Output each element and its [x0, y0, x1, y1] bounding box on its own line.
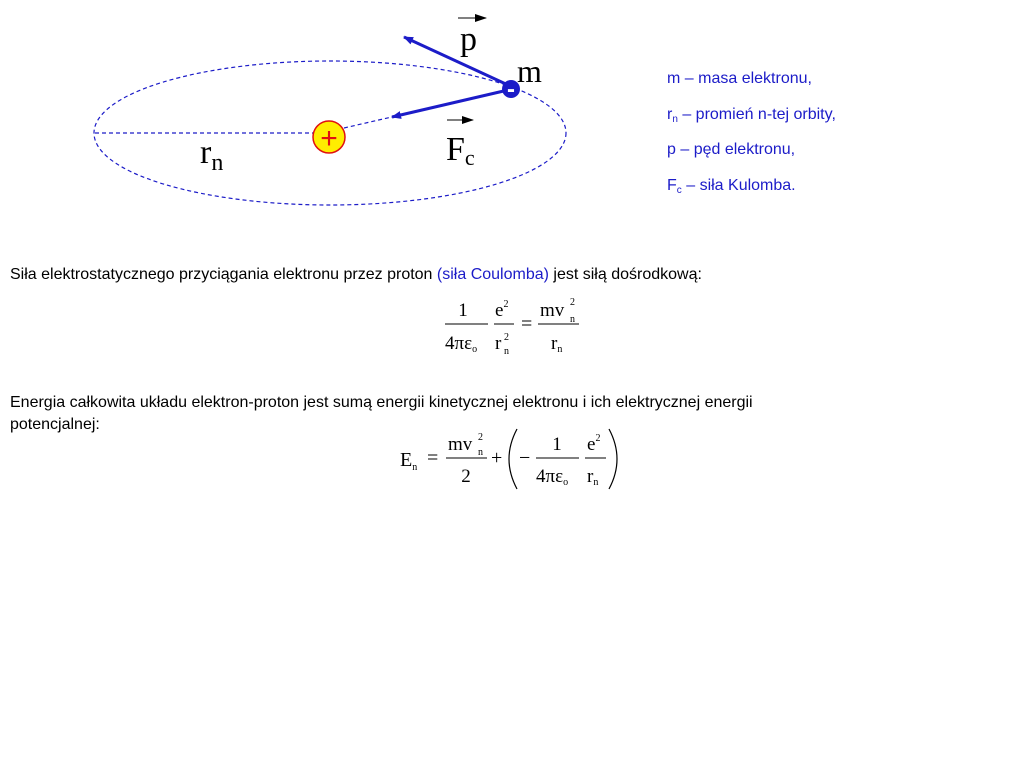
svg-text:2: 2 [478, 432, 483, 443]
svg-text:=: = [521, 313, 533, 335]
svg-text:En: $E_n$ [400, 449, 418, 473]
svg-text:e2: $e^2$ [495, 299, 509, 321]
momentum-arrow [404, 37, 508, 85]
svg-text:mv: mv [448, 434, 473, 455]
electron-symbol: - [507, 76, 515, 103]
energy-paragraph: Energia całkowita układu elektron-proton jest sumą energii kinetycznej elektronu i ich elektrycznej energii potencjalnej: [10, 394, 753, 433]
label-m: m [517, 53, 542, 89]
svg-text:rn: rn [587, 466, 599, 488]
legend-p: p – pęd elektronu, [667, 141, 796, 158]
svg-text:mv: mv [540, 300, 565, 321]
force-arrow [392, 90, 508, 117]
svg-text:4πεo: 4πεo [445, 333, 478, 355]
legend-m: m – masa elektronu, [667, 70, 812, 87]
coulomb-highlight: (siła Coulomba) [436, 266, 549, 283]
svg-text:1: 1 [552, 434, 562, 455]
svg-text:=: = [427, 447, 439, 469]
legend-fc: $F_c$ – siła Kulomba. [667, 176, 796, 196]
proton-symbol: + [320, 122, 338, 155]
svg-text:r: r [495, 333, 502, 354]
svg-text:1: 1 [458, 300, 468, 321]
orbit-diagram [0, 0, 640, 230]
svg-text:+: + [491, 447, 503, 469]
centripetal-equation [436, 292, 586, 362]
label-rn: $r_n$ [200, 134, 224, 176]
svg-text:2: 2 [570, 297, 575, 308]
svg-text:e2: $e^2$ [587, 433, 601, 455]
symbol-legend [667, 70, 836, 212]
svg-text:n: n [504, 346, 509, 357]
coulomb-paragraph: Siła elektrostatycznego przyciągania elektronu przez proton (siła Coulomba) jest siłą dośrodkową: [10, 266, 702, 283]
total-energy-equation [395, 424, 625, 494]
legend-rn: $r_n$ – promień n-tej orbity, [667, 105, 836, 125]
svg-text:rn: rn [551, 333, 563, 355]
label-p: p [460, 21, 477, 58]
svg-text:2: 2 [504, 332, 509, 343]
svg-text:2: 2 [461, 466, 471, 487]
svg-text:n: n [570, 314, 575, 325]
svg-text:n: n [478, 447, 483, 458]
svg-text:4πεo: 4πεo [536, 466, 569, 488]
label-fc: Fc [446, 131, 475, 170]
svg-text:−: − [519, 447, 531, 469]
